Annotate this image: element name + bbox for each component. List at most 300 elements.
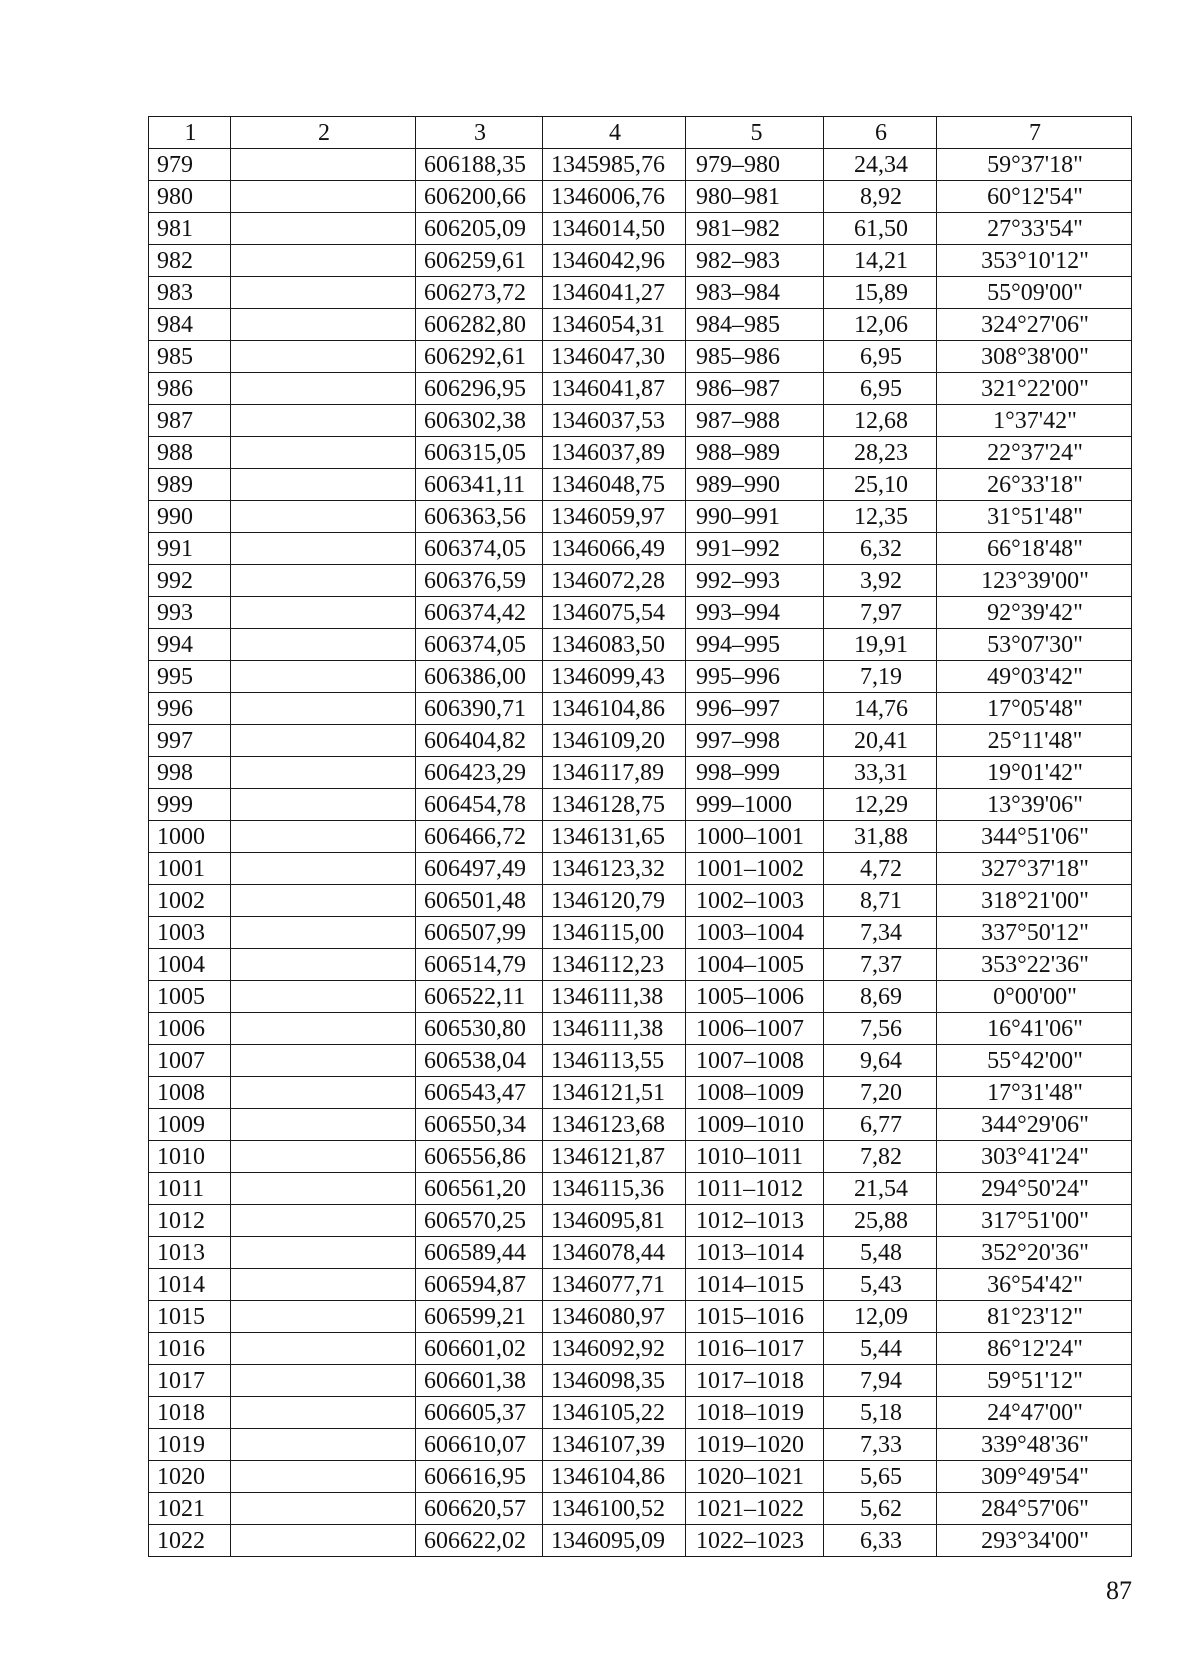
column-header: 7 bbox=[937, 117, 1132, 149]
point-number-cell: 995 bbox=[149, 661, 231, 693]
point-number-cell: 1006 bbox=[149, 1013, 231, 1045]
point-number-cell: 1013 bbox=[149, 1237, 231, 1269]
column-2-cell bbox=[231, 949, 416, 981]
table-row bbox=[149, 693, 1132, 725]
bearing-cell: 13°39'06" bbox=[937, 789, 1132, 821]
point-number-cell: 1008 bbox=[149, 1077, 231, 1109]
y-coordinate-cell: 1346037,53 bbox=[543, 405, 686, 437]
distance-cell: 25,88 bbox=[824, 1205, 937, 1237]
bearing-cell: 353°22'36" bbox=[937, 949, 1132, 981]
table-row bbox=[149, 949, 1132, 981]
column-2-cell bbox=[231, 533, 416, 565]
column-2-cell bbox=[231, 245, 416, 277]
x-coordinate-cell: 606374,05 bbox=[416, 629, 543, 661]
column-2-cell bbox=[231, 661, 416, 693]
segment-cell: 1020–1021 bbox=[686, 1461, 824, 1493]
segment-cell: 1015–1016 bbox=[686, 1301, 824, 1333]
distance-cell: 14,21 bbox=[824, 245, 937, 277]
table-row bbox=[149, 213, 1132, 245]
column-2-cell bbox=[231, 149, 416, 181]
segment-cell: 1000–1001 bbox=[686, 821, 824, 853]
distance-cell: 3,92 bbox=[824, 565, 937, 597]
column-header: 5 bbox=[686, 117, 824, 149]
segment-cell: 982–983 bbox=[686, 245, 824, 277]
point-number-cell: 1004 bbox=[149, 949, 231, 981]
segment-cell: 1013–1014 bbox=[686, 1237, 824, 1269]
x-coordinate-cell: 606530,80 bbox=[416, 1013, 543, 1045]
bearing-cell: 66°18'48" bbox=[937, 533, 1132, 565]
bearing-cell: 0°00'00" bbox=[937, 981, 1132, 1013]
bearing-cell: 22°37'24" bbox=[937, 437, 1132, 469]
x-coordinate-cell: 606605,37 bbox=[416, 1397, 543, 1429]
distance-cell: 5,43 bbox=[824, 1269, 937, 1301]
distance-cell: 25,10 bbox=[824, 469, 937, 501]
distance-cell: 7,94 bbox=[824, 1365, 937, 1397]
y-coordinate-cell: 1346098,35 bbox=[543, 1365, 686, 1397]
point-number-cell: 1015 bbox=[149, 1301, 231, 1333]
distance-cell: 24,34 bbox=[824, 149, 937, 181]
column-2-cell bbox=[231, 501, 416, 533]
point-number-cell: 1000 bbox=[149, 821, 231, 853]
y-coordinate-cell: 1346113,55 bbox=[543, 1045, 686, 1077]
x-coordinate-cell: 606200,66 bbox=[416, 181, 543, 213]
column-2-cell bbox=[231, 821, 416, 853]
bearing-cell: 55°09'00" bbox=[937, 277, 1132, 309]
point-number-cell: 998 bbox=[149, 757, 231, 789]
bearing-cell: 303°41'24" bbox=[937, 1141, 1132, 1173]
x-coordinate-cell: 606273,72 bbox=[416, 277, 543, 309]
table-row bbox=[149, 1525, 1132, 1557]
x-coordinate-cell: 606404,82 bbox=[416, 725, 543, 757]
point-number-cell: 1018 bbox=[149, 1397, 231, 1429]
column-2-cell bbox=[231, 757, 416, 789]
table-row bbox=[149, 149, 1132, 181]
y-coordinate-cell: 1346104,86 bbox=[543, 693, 686, 725]
table-row bbox=[149, 789, 1132, 821]
bearing-cell: 19°01'42" bbox=[937, 757, 1132, 789]
segment-cell: 989–990 bbox=[686, 469, 824, 501]
bearing-cell: 49°03'42" bbox=[937, 661, 1132, 693]
bearing-cell: 309°49'54" bbox=[937, 1461, 1132, 1493]
table-row bbox=[149, 1077, 1132, 1109]
x-coordinate-cell: 606302,38 bbox=[416, 405, 543, 437]
point-number-cell: 1012 bbox=[149, 1205, 231, 1237]
segment-cell: 1004–1005 bbox=[686, 949, 824, 981]
bearing-cell: 352°20'36" bbox=[937, 1237, 1132, 1269]
x-coordinate-cell: 606374,42 bbox=[416, 597, 543, 629]
point-number-cell: 1021 bbox=[149, 1493, 231, 1525]
distance-cell: 4,72 bbox=[824, 853, 937, 885]
point-number-cell: 993 bbox=[149, 597, 231, 629]
point-number-cell: 979 bbox=[149, 149, 231, 181]
x-coordinate-cell: 606259,61 bbox=[416, 245, 543, 277]
bearing-cell: 55°42'00" bbox=[937, 1045, 1132, 1077]
column-2-cell bbox=[231, 789, 416, 821]
x-coordinate-cell: 606501,48 bbox=[416, 885, 543, 917]
bearing-cell: 294°50'24" bbox=[937, 1173, 1132, 1205]
point-number-cell: 1005 bbox=[149, 981, 231, 1013]
coordinates-table bbox=[148, 116, 1132, 1557]
table-row bbox=[149, 533, 1132, 565]
point-number-cell: 1010 bbox=[149, 1141, 231, 1173]
segment-cell: 981–982 bbox=[686, 213, 824, 245]
bearing-cell: 344°51'06" bbox=[937, 821, 1132, 853]
point-number-cell: 984 bbox=[149, 309, 231, 341]
x-coordinate-cell: 606374,05 bbox=[416, 533, 543, 565]
segment-cell: 985–986 bbox=[686, 341, 824, 373]
y-coordinate-cell: 1346115,00 bbox=[543, 917, 686, 949]
point-number-cell: 1011 bbox=[149, 1173, 231, 1205]
y-coordinate-cell: 1346131,65 bbox=[543, 821, 686, 853]
table-row bbox=[149, 373, 1132, 405]
point-number-cell: 987 bbox=[149, 405, 231, 437]
bearing-cell: 123°39'00" bbox=[937, 565, 1132, 597]
column-header: 2 bbox=[231, 117, 416, 149]
table-row bbox=[149, 1333, 1132, 1365]
distance-cell: 12,09 bbox=[824, 1301, 937, 1333]
table-row bbox=[149, 501, 1132, 533]
point-number-cell: 1007 bbox=[149, 1045, 231, 1077]
bearing-cell: 81°23'12" bbox=[937, 1301, 1132, 1333]
column-header: 1 bbox=[149, 117, 231, 149]
distance-cell: 5,62 bbox=[824, 1493, 937, 1525]
segment-cell: 994–995 bbox=[686, 629, 824, 661]
x-coordinate-cell: 606292,61 bbox=[416, 341, 543, 373]
distance-cell: 12,06 bbox=[824, 309, 937, 341]
column-2-cell bbox=[231, 629, 416, 661]
table-row bbox=[149, 1173, 1132, 1205]
column-2-cell bbox=[231, 405, 416, 437]
x-coordinate-cell: 606589,44 bbox=[416, 1237, 543, 1269]
y-coordinate-cell: 1346041,27 bbox=[543, 277, 686, 309]
distance-cell: 8,71 bbox=[824, 885, 937, 917]
x-coordinate-cell: 606363,56 bbox=[416, 501, 543, 533]
x-coordinate-cell: 606550,34 bbox=[416, 1109, 543, 1141]
bearing-cell: 59°37'18" bbox=[937, 149, 1132, 181]
bearing-cell: 31°51'48" bbox=[937, 501, 1132, 533]
bearing-cell: 53°07'30" bbox=[937, 629, 1132, 661]
column-2-cell bbox=[231, 565, 416, 597]
point-number-cell: 982 bbox=[149, 245, 231, 277]
distance-cell: 19,91 bbox=[824, 629, 937, 661]
segment-cell: 995–996 bbox=[686, 661, 824, 693]
distance-cell: 7,56 bbox=[824, 1013, 937, 1045]
column-2-cell bbox=[231, 341, 416, 373]
distance-cell: 7,97 bbox=[824, 597, 937, 629]
point-number-cell: 1020 bbox=[149, 1461, 231, 1493]
segment-cell: 1022–1023 bbox=[686, 1525, 824, 1557]
x-coordinate-cell: 606561,20 bbox=[416, 1173, 543, 1205]
segment-cell: 998–999 bbox=[686, 757, 824, 789]
y-coordinate-cell: 1346112,23 bbox=[543, 949, 686, 981]
distance-cell: 5,44 bbox=[824, 1333, 937, 1365]
column-2-cell bbox=[231, 1109, 416, 1141]
table-row bbox=[149, 341, 1132, 373]
table-row bbox=[149, 725, 1132, 757]
segment-cell: 997–998 bbox=[686, 725, 824, 757]
table-row bbox=[149, 437, 1132, 469]
segment-cell: 1012–1013 bbox=[686, 1205, 824, 1237]
bearing-cell: 16°41'06" bbox=[937, 1013, 1132, 1045]
column-2-cell bbox=[231, 1461, 416, 1493]
bearing-cell: 293°34'00" bbox=[937, 1525, 1132, 1557]
distance-cell: 15,89 bbox=[824, 277, 937, 309]
x-coordinate-cell: 606522,11 bbox=[416, 981, 543, 1013]
y-coordinate-cell: 1346109,20 bbox=[543, 725, 686, 757]
distance-cell: 5,18 bbox=[824, 1397, 937, 1429]
column-2-cell bbox=[231, 1429, 416, 1461]
column-2-cell bbox=[231, 693, 416, 725]
segment-cell: 983–984 bbox=[686, 277, 824, 309]
x-coordinate-cell: 606620,57 bbox=[416, 1493, 543, 1525]
column-header: 6 bbox=[824, 117, 937, 149]
y-coordinate-cell: 1346105,22 bbox=[543, 1397, 686, 1429]
distance-cell: 5,48 bbox=[824, 1237, 937, 1269]
segment-cell: 996–997 bbox=[686, 693, 824, 725]
column-2-cell bbox=[231, 437, 416, 469]
table-row bbox=[149, 661, 1132, 693]
distance-cell: 7,37 bbox=[824, 949, 937, 981]
column-2-cell bbox=[231, 725, 416, 757]
column-2-cell bbox=[231, 373, 416, 405]
x-coordinate-cell: 606386,00 bbox=[416, 661, 543, 693]
y-coordinate-cell: 1346047,30 bbox=[543, 341, 686, 373]
x-coordinate-cell: 606599,21 bbox=[416, 1301, 543, 1333]
table-row bbox=[149, 917, 1132, 949]
point-number-cell: 1022 bbox=[149, 1525, 231, 1557]
distance-cell: 12,68 bbox=[824, 405, 937, 437]
distance-cell: 28,23 bbox=[824, 437, 937, 469]
x-coordinate-cell: 606570,25 bbox=[416, 1205, 543, 1237]
table-row bbox=[149, 597, 1132, 629]
point-number-cell: 999 bbox=[149, 789, 231, 821]
point-number-cell: 991 bbox=[149, 533, 231, 565]
segment-cell: 992–993 bbox=[686, 565, 824, 597]
y-coordinate-cell: 1346072,28 bbox=[543, 565, 686, 597]
x-coordinate-cell: 606454,78 bbox=[416, 789, 543, 821]
x-coordinate-cell: 606538,04 bbox=[416, 1045, 543, 1077]
distance-cell: 7,20 bbox=[824, 1077, 937, 1109]
column-2-cell bbox=[231, 213, 416, 245]
column-2-cell bbox=[231, 1141, 416, 1173]
segment-cell: 999–1000 bbox=[686, 789, 824, 821]
x-coordinate-cell: 606601,38 bbox=[416, 1365, 543, 1397]
table-row bbox=[149, 1269, 1132, 1301]
y-coordinate-cell: 1346128,75 bbox=[543, 789, 686, 821]
y-coordinate-cell: 1346111,38 bbox=[543, 981, 686, 1013]
segment-cell: 1007–1008 bbox=[686, 1045, 824, 1077]
segment-cell: 1008–1009 bbox=[686, 1077, 824, 1109]
segment-cell: 1011–1012 bbox=[686, 1173, 824, 1205]
x-coordinate-cell: 606296,95 bbox=[416, 373, 543, 405]
column-2-cell bbox=[231, 1045, 416, 1077]
point-number-cell: 994 bbox=[149, 629, 231, 661]
point-number-cell: 990 bbox=[149, 501, 231, 533]
bearing-cell: 36°54'42" bbox=[937, 1269, 1132, 1301]
column-2-cell bbox=[231, 1301, 416, 1333]
column-2-cell bbox=[231, 1237, 416, 1269]
point-number-cell: 986 bbox=[149, 373, 231, 405]
column-2-cell bbox=[231, 277, 416, 309]
bearing-cell: 327°37'18" bbox=[937, 853, 1132, 885]
x-coordinate-cell: 606390,71 bbox=[416, 693, 543, 725]
segment-cell: 1005–1006 bbox=[686, 981, 824, 1013]
y-coordinate-cell: 1346117,89 bbox=[543, 757, 686, 789]
table-row bbox=[149, 1461, 1132, 1493]
distance-cell: 7,34 bbox=[824, 917, 937, 949]
point-number-cell: 992 bbox=[149, 565, 231, 597]
x-coordinate-cell: 606543,47 bbox=[416, 1077, 543, 1109]
segment-cell: 993–994 bbox=[686, 597, 824, 629]
y-coordinate-cell: 1346123,68 bbox=[543, 1109, 686, 1141]
column-2-cell bbox=[231, 1269, 416, 1301]
point-number-cell: 1002 bbox=[149, 885, 231, 917]
y-coordinate-cell: 1346095,81 bbox=[543, 1205, 686, 1237]
y-coordinate-cell: 1346111,38 bbox=[543, 1013, 686, 1045]
point-number-cell: 1001 bbox=[149, 853, 231, 885]
x-coordinate-cell: 606601,02 bbox=[416, 1333, 543, 1365]
y-coordinate-cell: 1346123,32 bbox=[543, 853, 686, 885]
y-coordinate-cell: 1346048,75 bbox=[543, 469, 686, 501]
distance-cell: 9,64 bbox=[824, 1045, 937, 1077]
table-row bbox=[149, 1429, 1132, 1461]
x-coordinate-cell: 606556,86 bbox=[416, 1141, 543, 1173]
distance-cell: 33,31 bbox=[824, 757, 937, 789]
column-2-cell bbox=[231, 181, 416, 213]
y-coordinate-cell: 1346121,51 bbox=[543, 1077, 686, 1109]
column-header: 4 bbox=[543, 117, 686, 149]
segment-cell: 990–991 bbox=[686, 501, 824, 533]
table-row bbox=[149, 309, 1132, 341]
bearing-cell: 86°12'24" bbox=[937, 1333, 1132, 1365]
point-number-cell: 1017 bbox=[149, 1365, 231, 1397]
x-coordinate-cell: 606616,95 bbox=[416, 1461, 543, 1493]
point-number-cell: 996 bbox=[149, 693, 231, 725]
segment-cell: 1003–1004 bbox=[686, 917, 824, 949]
table-row bbox=[149, 629, 1132, 661]
bearing-cell: 25°11'48" bbox=[937, 725, 1132, 757]
segment-cell: 987–988 bbox=[686, 405, 824, 437]
segment-cell: 979–980 bbox=[686, 149, 824, 181]
distance-cell: 6,32 bbox=[824, 533, 937, 565]
column-2-cell bbox=[231, 469, 416, 501]
segment-cell: 988–989 bbox=[686, 437, 824, 469]
column-2-cell bbox=[231, 917, 416, 949]
segment-cell: 1019–1020 bbox=[686, 1429, 824, 1461]
point-number-cell: 1003 bbox=[149, 917, 231, 949]
y-coordinate-cell: 1346099,43 bbox=[543, 661, 686, 693]
table-row bbox=[149, 1045, 1132, 1077]
y-coordinate-cell: 1346059,97 bbox=[543, 501, 686, 533]
distance-cell: 6,95 bbox=[824, 373, 937, 405]
distance-cell: 7,82 bbox=[824, 1141, 937, 1173]
segment-cell: 1016–1017 bbox=[686, 1333, 824, 1365]
point-number-cell: 981 bbox=[149, 213, 231, 245]
distance-cell: 8,92 bbox=[824, 181, 937, 213]
table-row bbox=[149, 885, 1132, 917]
y-coordinate-cell: 1346080,97 bbox=[543, 1301, 686, 1333]
bearing-cell: 59°51'12" bbox=[937, 1365, 1132, 1397]
segment-cell: 991–992 bbox=[686, 533, 824, 565]
point-number-cell: 1019 bbox=[149, 1429, 231, 1461]
point-number-cell: 985 bbox=[149, 341, 231, 373]
table-row bbox=[149, 1365, 1132, 1397]
y-coordinate-cell: 1346014,50 bbox=[543, 213, 686, 245]
segment-cell: 1006–1007 bbox=[686, 1013, 824, 1045]
column-2-cell bbox=[231, 1365, 416, 1397]
bearing-cell: 339°48'36" bbox=[937, 1429, 1132, 1461]
x-coordinate-cell: 606594,87 bbox=[416, 1269, 543, 1301]
table-row bbox=[149, 1013, 1132, 1045]
bearing-cell: 353°10'12" bbox=[937, 245, 1132, 277]
segment-cell: 1010–1011 bbox=[686, 1141, 824, 1173]
column-2-cell bbox=[231, 885, 416, 917]
point-number-cell: 983 bbox=[149, 277, 231, 309]
y-coordinate-cell: 1346077,71 bbox=[543, 1269, 686, 1301]
page-number: 87 bbox=[1106, 1576, 1132, 1605]
bearing-cell: 284°57'06" bbox=[937, 1493, 1132, 1525]
table-row bbox=[149, 981, 1132, 1013]
table-row bbox=[149, 1237, 1132, 1269]
x-coordinate-cell: 606507,99 bbox=[416, 917, 543, 949]
x-coordinate-cell: 606514,79 bbox=[416, 949, 543, 981]
y-coordinate-cell: 1346078,44 bbox=[543, 1237, 686, 1269]
distance-cell: 7,19 bbox=[824, 661, 937, 693]
y-coordinate-cell: 1346075,54 bbox=[543, 597, 686, 629]
column-2-cell bbox=[231, 309, 416, 341]
x-coordinate-cell: 606282,80 bbox=[416, 309, 543, 341]
bearing-cell: 337°50'12" bbox=[937, 917, 1132, 949]
distance-cell: 6,95 bbox=[824, 341, 937, 373]
table-row bbox=[149, 1493, 1132, 1525]
y-coordinate-cell: 1346100,52 bbox=[543, 1493, 686, 1525]
x-coordinate-cell: 606315,05 bbox=[416, 437, 543, 469]
distance-cell: 6,77 bbox=[824, 1109, 937, 1141]
distance-cell: 12,35 bbox=[824, 501, 937, 533]
y-coordinate-cell: 1346083,50 bbox=[543, 629, 686, 661]
y-coordinate-cell: 1346092,92 bbox=[543, 1333, 686, 1365]
distance-cell: 21,54 bbox=[824, 1173, 937, 1205]
y-coordinate-cell: 1346041,87 bbox=[543, 373, 686, 405]
table-row bbox=[149, 853, 1132, 885]
table-row bbox=[149, 1141, 1132, 1173]
distance-cell: 7,33 bbox=[824, 1429, 937, 1461]
table-row bbox=[149, 181, 1132, 213]
y-coordinate-cell: 1346104,86 bbox=[543, 1461, 686, 1493]
table-row bbox=[149, 277, 1132, 309]
y-coordinate-cell: 1346115,36 bbox=[543, 1173, 686, 1205]
distance-cell: 6,33 bbox=[824, 1525, 937, 1557]
x-coordinate-cell: 606466,72 bbox=[416, 821, 543, 853]
column-2-cell bbox=[231, 1525, 416, 1557]
column-2-cell bbox=[231, 1205, 416, 1237]
x-coordinate-cell: 606376,59 bbox=[416, 565, 543, 597]
column-2-cell bbox=[231, 597, 416, 629]
x-coordinate-cell: 606188,35 bbox=[416, 149, 543, 181]
bearing-cell: 344°29'06" bbox=[937, 1109, 1132, 1141]
table-row bbox=[149, 1205, 1132, 1237]
segment-cell: 980–981 bbox=[686, 181, 824, 213]
bearing-cell: 92°39'42" bbox=[937, 597, 1132, 629]
y-coordinate-cell: 1346107,39 bbox=[543, 1429, 686, 1461]
point-number-cell: 988 bbox=[149, 437, 231, 469]
column-header: 3 bbox=[416, 117, 543, 149]
x-coordinate-cell: 606610,07 bbox=[416, 1429, 543, 1461]
distance-cell: 8,69 bbox=[824, 981, 937, 1013]
bearing-cell: 1°37'42" bbox=[937, 405, 1132, 437]
bearing-cell: 17°05'48" bbox=[937, 693, 1132, 725]
distance-cell: 12,29 bbox=[824, 789, 937, 821]
